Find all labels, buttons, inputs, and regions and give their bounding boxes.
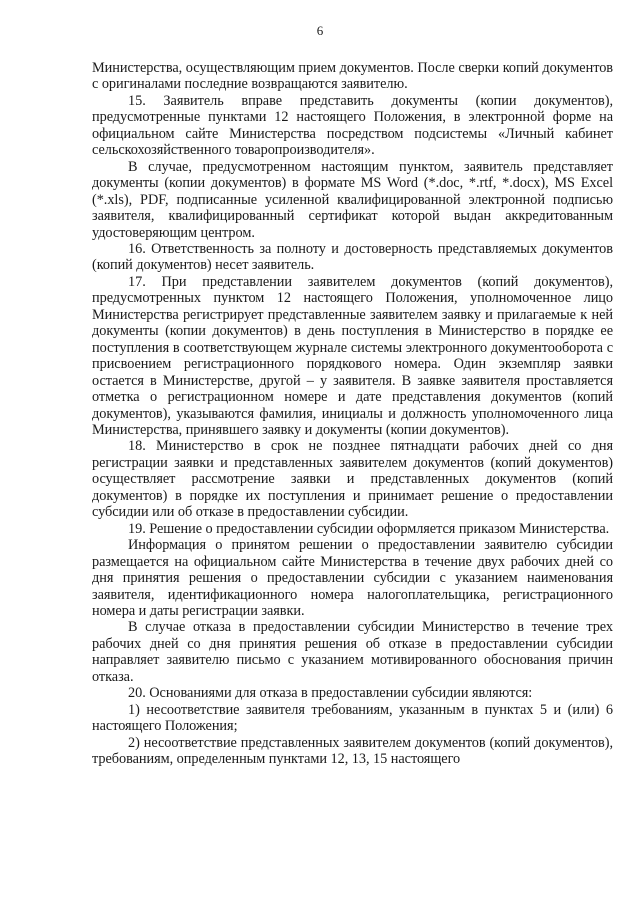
paragraph-20-item-1: 1) несоответствие заявителя требованиям, указанным в пунктах 5 и (или) 6 настоящего Положения;	[92, 701, 613, 735]
paragraph-20-item-2: 2) несоответствие представленных заявителем документов (копий документов), требованиям, определенным пунктами 12, 13, 15 настоящего	[92, 734, 613, 768]
paragraph-continuation: Министерства, осуществляющим прием документов. После сверки копий документов с оригиналами последние возвращаются заявителю.	[92, 60, 613, 93]
paragraph-16: 16. Ответственность за полноту и достоверность представляемых документов (копий документов) несет заявитель.	[92, 240, 613, 274]
paragraph-19: 19. Решение о предоставлении субсидии оформляется приказом Министерства.	[128, 520, 610, 537]
document-body	[92, 60, 613, 767]
paragraph-19-refusal: В случае отказа в предоставлении субсидии Министерство в течение трех рабочих дней со дня принятия решения об отказе в предоставлении субсидии направляет заявителю письмо с указанием мотивированного обоснования причин отказа.	[92, 619, 613, 685]
paragraph-15: 15. Заявитель вправе представить документы (копии документов), предусмотренные пунктами 12 настоящего Положения, в электронной форме на официальном сайте Министерства посредством подсистемы «Личный кабинет сельскохозяйственного товаропроизводителя».	[92, 92, 613, 159]
paragraph-20: 20. Основаниями для отказа в предоставлении субсидии являются:	[128, 685, 533, 702]
paragraph-19-information: Информация о принятом решении о предоставлении заявителю субсидии размещается на официальном сайте Министерства в течение двух рабочих дней со дня принятия решения о предоставлении субсидии с указанием наименования заявителя, идентификационного номера налогоплательщика, регистрационного номера и даты регистрации заявки.	[92, 537, 613, 619]
paragraph-17: 17. При представлении заявителем документов (копий документов), предусмотренных пунктом 12 настоящего Положения, уполномоченное лицо Министерства регистрирует представленные заявителем заявку и прилагаемые к ней документы (копии документов) в день поступления в Министерство в порядке ее поступления в соответствующем журнале системы электронного документооборота с присвоением регистрационного порядкового номера. Один экземпляр заявки остается в Министерстве, другой – у заявителя. В заявке заявителя проставляется отметка о регистрационном номере и дате представления документов (копий документов), указываются фамилия, инициалы и должность уполномоченного лица Министерства, принявшего заявку и документы (копии документов).	[92, 273, 613, 438]
paragraph-15-formats: В случае, предусмотренном настоящим пунктом, заявитель представляет документы (копии документов) в формате MS Word (*.doc, *.rtf, *.docx), MS Excel (*.xls), PDF, подписанные усиленной квалифицированной электронной подписью заявителя, квалифицированный сертификат которой выдан аккредитованным удостоверяющим центром.	[92, 158, 613, 241]
paragraph-18: 18. Министерство в срок не позднее пятнадцати рабочих дней со дня регистрации заявки и представленных заявителем документов (копий документов) осуществляет рассмотрение заявки и представленных документов (копий документов) в порядке их поступления и принимает решение о предоставлении субсидии или об отказе в предоставлении субсидии.	[92, 438, 613, 521]
page-number: 6	[316, 23, 324, 38]
